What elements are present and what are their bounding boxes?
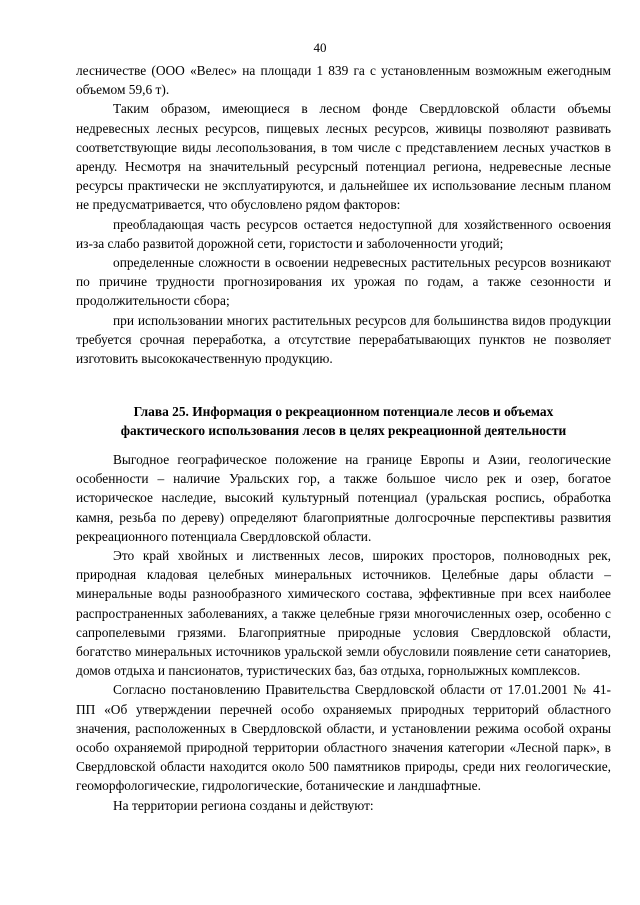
paragraph: На территории региона созданы и действуют: bbox=[113, 797, 374, 813]
list-item: преобладающая часть ресурсов остается недоступной для хозяйственного освоения из-за слабо развитой дорожной сети, гористости и заболоченности угодий; bbox=[76, 216, 611, 251]
paragraph: Это край хвойных и лиственных лесов, широких просторов, полноводных рек, природная кладовая целебных минеральных источников. Целебные дары области – минеральные воды разнообразного химического состава, эффективные при всех наиболее распространенных заболеваниях, а также целебные грязи многочисленных озер, особенно с сапропелевыми грязями. Благоприятные природные условия Свердловской области, богатство минеральных источников уральской земли обусловили появление сети санаториев, домов отдыха и пансионатов, туристических баз, баз отдыха, горнолыжных комплексов. bbox=[76, 548, 611, 679]
list-item: при использовании многих растительных ресурсов для большинства видов продукции требуется срочная переработка, а отсутствие перерабатывающих пунктов не позволяет изготовить высококачественную продукцию. bbox=[76, 312, 611, 367]
paragraph: Таким образом, имеющиеся в лесном фонде Свердловской области объемы недревесных лесных ресурсов, пищевых лесных ресурсов, живицы позволяют развивать соответствующие виды лесопользования, в том числе с представлением лесных участков в аренду. Несмотря на значительный ресурсный потенциал региона, недревесные лесные ресурсы практически не эксплуатируются, и дальнейшее их использование лесным планом не предусматривается, что обусловлено рядом факторов: bbox=[76, 101, 611, 213]
chapter-heading-line: фактического использования лесов в целях рекреационной деятельности bbox=[120, 423, 567, 438]
paragraph: Согласно постановлению Правительства Свердловской области от 17.01.2001 № 41-ПП «Об утверждении перечней особо охраняемых природных территорий областного значения, расположенных в Свердловской области, и установлении режима особой охраны особо охраняемой природной территории областного значения категории «Лесной парк», в Свердловской области находится около 500 памятников природы, среди них геологические, геоморфологические, гидрологические, ботанические и ландшафтные. bbox=[76, 682, 611, 794]
paragraph: Выгодное географическое положение на границе Европы и Азии, геологические особенности – наличие Уральских гор, а также большое число рек и озер, богатое историческое наследие, высокий культурный потенциал (уральская роспись, обработка камня, резьба по дереву) определяют благоприятные долгосрочные перспективы развития рекреационного потенциала Свердловской области. bbox=[76, 452, 611, 544]
list-item: определенные сложности в освоении недревесных растительных ресурсов возникают по причине трудности прогнозирования их урожая по годам, а также сезонности и продолжительности сбора; bbox=[76, 255, 611, 309]
chapter-body bbox=[76, 450, 611, 815]
paragraph: лесничестве (ООО «Велес» на площади 1 839 га с установленным возможным ежегодным объемом 59,6 т). bbox=[76, 63, 611, 98]
chapter-heading bbox=[76, 402, 611, 440]
chapter-heading-line: Глава 25. Информация о рекреационном потенциале лесов и объемах bbox=[133, 404, 554, 419]
page-number: 40 bbox=[313, 40, 327, 55]
section-intro bbox=[76, 61, 611, 368]
